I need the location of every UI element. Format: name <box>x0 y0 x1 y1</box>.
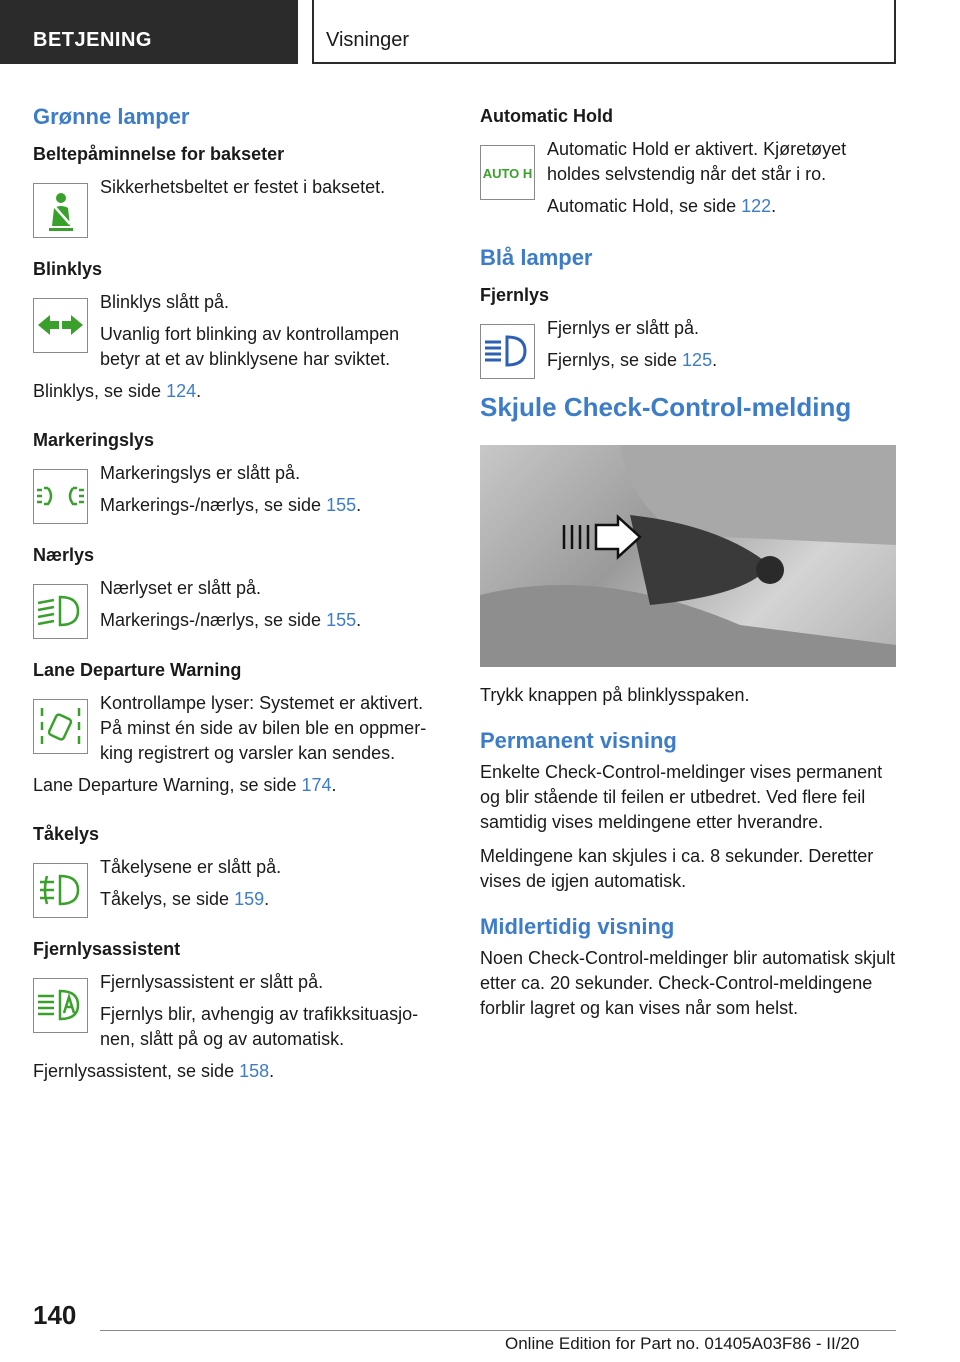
indicator-item: Fjernlys er slått på. Fjernlys, se side 125. <box>480 316 896 374</box>
photo-caption: Trykk knappen på blinklysspaken. <box>480 685 750 705</box>
turn-signal-lever-photo <box>480 445 896 667</box>
lane-departure-icon <box>33 699 88 754</box>
turn-signal-icon <box>33 298 88 353</box>
indicator-item: Markeringslys er slått på. Markerings-/nærlys, se side 155. <box>33 461 443 519</box>
indicator-item: Blinklys slått på. Uvanlig fort blinking av kontrollampen betyr at et av blinklysene har sviktet. <box>33 290 443 372</box>
chapter-label: Visninger <box>312 0 896 64</box>
indicator-item: Nærlyset er slått på. Markerings-/nærlys, se side 155. <box>33 576 443 634</box>
parking-light-icon <box>33 469 88 524</box>
page-reference: Fjernlysassistent, se side 158. <box>33 1061 275 1081</box>
left-column <box>33 100 443 1084</box>
page-link[interactable]: 174 <box>301 775 332 795</box>
fog-light-icon <box>33 863 88 918</box>
section-heading-blue-lamps: Blå lamper <box>480 245 593 270</box>
page-link[interactable]: 159 <box>234 889 265 909</box>
page-header <box>0 0 960 66</box>
item-title: Nærlys <box>33 545 95 565</box>
item-title: Fjernlysassistent <box>33 939 181 959</box>
page-link[interactable]: 122 <box>741 196 772 216</box>
high-beam-assistant-icon <box>33 978 88 1033</box>
section-heading-green-lamps: Grønne lamper <box>33 104 190 129</box>
indicator-item: Tåkelysene er slått på. Tåkelys, se side 159. <box>33 855 443 913</box>
page-link[interactable]: 124 <box>166 381 197 401</box>
heading-permanent: Permanent visning <box>480 728 677 753</box>
indicator-item: Kontrollampe lyser: Systemet er aktivert. På minst én side av bilen ble en oppmerking registrert og varsler kan sendes. <box>33 691 443 766</box>
page-link[interactable]: 155 <box>326 610 357 630</box>
auto-hold-label: AUTO H <box>482 166 533 181</box>
right-column: Automatic Hold AUTO H Automatic Hold er aktivert. Kjøretøyet holdes selvstendig når det står i ro. Automatic Hold, se side 122. Blå lamper Fjernlys Fjernlys er slått på. Fjernlys, se side 125. Skjule Check-Control-melding Trykk knappen på blinklysspaken. Permanent visning Enkelte Check-Control-meldinger vises permanent og blir stående til feilen er utbedret. Ved flere feil samtidig vises meldingene etter hverandre. Meldingene kan skjules i ca. 8 sekunder. Deretter vises de igjen automatisk. Midlertidig visning Noen Check-Control-meldinger blir automatisk skjult etter ca. 20 sekunder. Check-Control-meldingene forblir lagret og kan vises når som helst. <box>480 106 896 1018</box>
seatbelt-icon <box>33 183 88 238</box>
item-title: Fjernlys <box>480 285 550 305</box>
page-link[interactable]: 158 <box>239 1061 270 1081</box>
indicator-item: Sikkerhetsbeltet er festet i baksetet. <box>33 175 443 233</box>
item-title: Tåkelys <box>33 824 100 844</box>
footer-edition: Online Edition for Part no. 01405A03F86 - II/20 <box>505 1334 860 1353</box>
low-beam-icon <box>33 584 88 639</box>
auto-hold-icon <box>480 145 535 200</box>
item-title: Lane Departure Warning <box>33 660 242 680</box>
indicator-item: AUTO H Automatic Hold er aktivert. Kjøretøyet holdes selvstendig når det står i ro. Automatic Hold, se side 122. <box>480 137 896 219</box>
page-link[interactable]: 155 <box>326 495 357 515</box>
indicator-item: Fjernlysassistent er slått på. Fjernlys blir, avhengig av trafikksituasjonen, slått på og av automatisk. <box>33 970 443 1052</box>
heading-temporary: Midlertidig visning <box>480 914 675 939</box>
footer-divider <box>100 1330 896 1331</box>
section-label: BETJENING <box>0 0 298 64</box>
page-reference: Blinklys, se side 124. <box>33 381 202 401</box>
item-title: Blinklys <box>33 259 103 279</box>
item-title: Markeringslys <box>33 430 155 450</box>
page-reference: Lane Departure Warning, se side 174. <box>33 775 337 795</box>
item-title: Automatic Hold <box>480 106 613 126</box>
page-link[interactable]: 125 <box>682 350 713 370</box>
page-number: 140 <box>33 1300 77 1330</box>
page-section-heading: Skjule Check-Control-melding <box>480 392 852 422</box>
high-beam-icon <box>480 324 535 379</box>
item-title: Beltepåminnelse for bakseter <box>33 144 285 164</box>
